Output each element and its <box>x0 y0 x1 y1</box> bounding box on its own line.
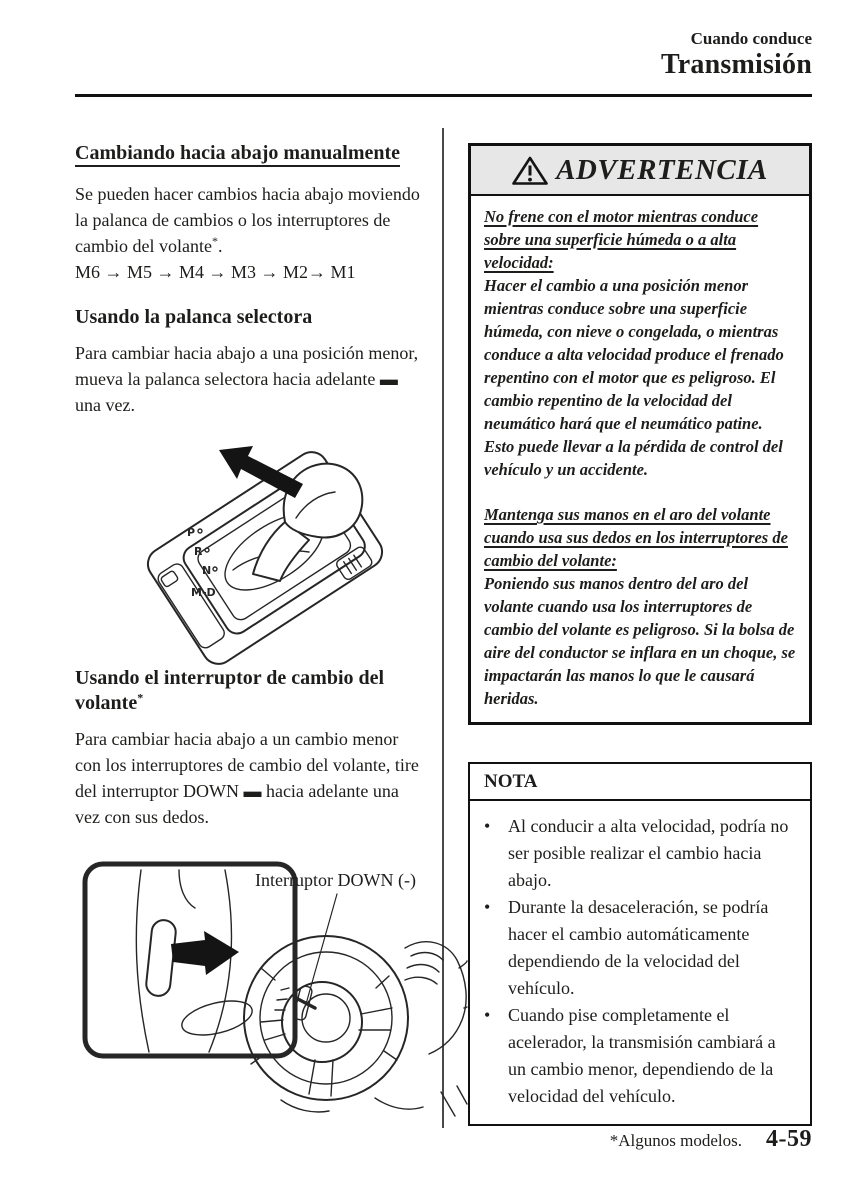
note-title: NOTA <box>470 764 810 801</box>
models-footnote: *Algunos modelos. <box>609 1131 742 1150</box>
note-item: • Durante la desaceleración, se podría hacer el cambio automáticamente dependiendo de la velocidad del vehículo. <box>484 894 798 1002</box>
warning-triangle-icon <box>512 155 548 186</box>
left-column <box>75 141 423 1128</box>
page-header <box>75 30 812 81</box>
heading-selector-lever: Usando la palanca selectora <box>75 306 313 328</box>
warning-item-body: Hacer el cambio a una posición menor mientras conduce sobre una superficie húmeda, con nieve o congelada, o mientras conduce a alta velocidad produce el frenado repentino con el motor que es peligroso. El cambio repentino de la velocidad del neumático hará que el neumático patine. Esto puede llevar a la pérdida de control del vehículo y un accidente. <box>484 276 784 479</box>
hand-sketch <box>281 942 467 1116</box>
page-title: Transmisión <box>660 48 812 80</box>
svg-text:R: R <box>194 545 203 558</box>
asterisk-mark: * <box>211 234 218 248</box>
warning-header <box>471 146 809 196</box>
bullet-icon: • <box>484 816 491 836</box>
bullet-icon: • <box>484 897 491 917</box>
figure-selector-lever <box>133 428 423 646</box>
note-item: • Cuando pise completamente el acelerador, la transmisión cambiará a un cambio menor, dependiendo de la velocidad del vehículo. <box>484 1002 798 1110</box>
page-footer <box>610 1126 812 1153</box>
header-rule <box>75 94 812 97</box>
svg-text:M-D: M-D <box>191 586 216 599</box>
paragraph-selector-lever: Para cambiar hacia abajo a una posición menor, mueva la palanca selectora hacia adelante ▬ una vez. <box>75 343 419 415</box>
shift-lock-button <box>160 570 179 587</box>
paddle-lever <box>145 919 177 997</box>
note-list <box>470 801 810 1124</box>
heading-downshift-manual: Cambiando hacia abajo manualmente <box>75 141 423 165</box>
bullet-icon: • <box>484 1005 491 1025</box>
page-number: 4-59 <box>766 1126 812 1152</box>
warning-item-heading: Mantenga sus manos en el aro del volante cuando usa sus dedos en los interruptores de cambio del volante: <box>484 505 788 570</box>
pull-arrow-icon <box>171 931 239 975</box>
note-item: • Al conducir a alta velocidad, podría no ser posible realizar el cambio hacia abajo. <box>484 813 798 894</box>
selector-lever-diagram <box>133 428 398 646</box>
paragraph-downshift-intro: Se pueden hacer cambios hacia abajo moviendo la palanca de cambios o los interruptores de cambio del volante*. <box>75 184 420 256</box>
paragraph-paddle-switch: Para cambiar hacia abajo a un cambio menor con los interruptores de cambio del volante, tire del interruptor DOWN ▬ hacia adelante una vez con sus dedos. <box>75 729 419 827</box>
note-box <box>468 762 812 1126</box>
heading-paddle-switch: Usando el interruptor de cambio del volante* <box>75 667 385 714</box>
warning-box <box>468 143 812 725</box>
paddle-closeup-inset <box>85 864 295 1056</box>
warning-item-body: Poniendo sus manos dentro del aro del volante cuando usa los interruptores de cambio del volante es peligroso. Si la bolsa de aire del conductor se inflara en un choque, se impactarán las manos lo que le causará heridas. <box>484 574 796 708</box>
section-eyebrow: Cuando conduce <box>690 29 812 48</box>
gear-sequence: M6 → M5 → M4 → M3 → M2→ M1 <box>75 262 356 282</box>
figure-steering-paddle <box>75 846 423 1128</box>
forward-arrow-icon <box>219 446 303 498</box>
steering-wheel-diagram <box>75 846 467 1128</box>
warning-body <box>471 196 809 722</box>
console-switch <box>335 545 374 581</box>
asterisk-mark: * <box>137 690 144 705</box>
paddle-callout-label: Interruptor DOWN (-) <box>255 870 416 890</box>
gate-position-labels <box>187 526 217 599</box>
warning-item-heading: No frene con el motor mientras conduce sobre una superficie húmeda o a alta velocidad: <box>484 207 759 272</box>
right-column <box>468 143 812 1126</box>
warning-title: ADVERTENCIA <box>556 153 768 186</box>
shift-knob <box>284 464 363 538</box>
svg-text:N: N <box>202 564 212 577</box>
svg-text:P: P <box>187 526 196 539</box>
steering-wheel <box>244 936 408 1100</box>
